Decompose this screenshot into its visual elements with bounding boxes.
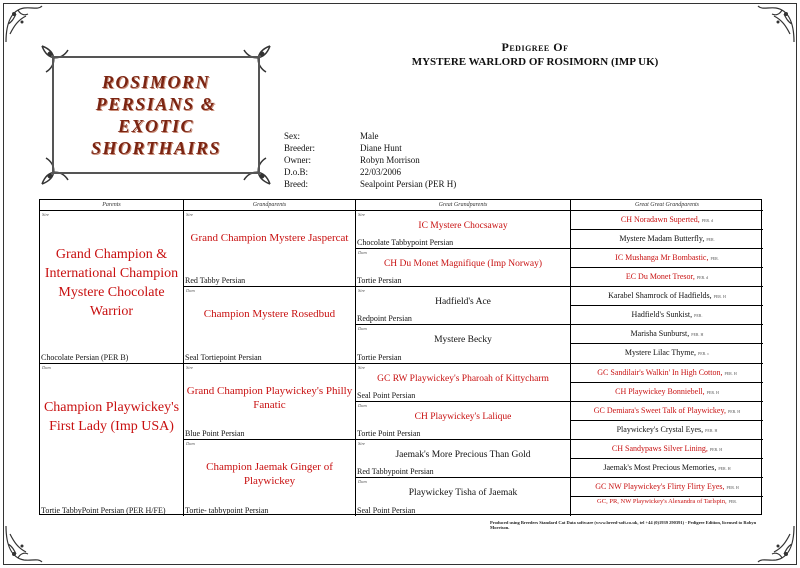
cat-name: CH Playwickey Bonniebell,	[615, 386, 705, 396]
cat-name: Playwickey Tisha of Jaemak	[408, 487, 518, 498]
info-label: Breeder:	[284, 143, 315, 153]
sex-tag: Sire	[358, 440, 366, 446]
pedigree-cell	[356, 211, 570, 249]
cattery-logo	[38, 42, 274, 188]
column-header: Great Great Grandparents	[571, 200, 763, 211]
cat-name: Karabel Shamrock of Hadfields,	[608, 291, 712, 301]
info-value: Robyn Morrison	[360, 155, 420, 165]
cat-name: Champion Mystere Rosedbud	[203, 308, 336, 321]
cat-name: Hadfield's Ace	[435, 297, 491, 308]
breed-text: Seal Point Persian	[357, 390, 416, 400]
breed-code: PER. H	[726, 484, 739, 490]
cat-name: CH Sandypaws Silver Lining,	[611, 443, 708, 453]
cat-name: GC NW Playwickey's Flirty Flirty Eyes,	[595, 481, 725, 491]
corner-ornament-icon	[4, 4, 44, 44]
info-value: Male	[360, 131, 379, 141]
cat-name: GC Sandilair's Walkin' In High Cotton,	[597, 367, 723, 377]
software-footer: Produced using Breeders Standard Cat Data software (www.breed-soft.co.uk, tel +44 (0)1939 290391) - Pedigree Edition, licensed to Robyn Morrison.	[490, 520, 757, 530]
info-label: Sex:	[284, 131, 301, 141]
column-header: Parents	[40, 200, 183, 211]
breed-text: Tortie TabbyPoint Persian (PER H/FE)	[41, 506, 166, 515]
logo-inner-frame	[52, 56, 260, 174]
logo-line: SHORTHAIRS	[90, 138, 222, 158]
great-great-grandparent-row	[571, 325, 763, 344]
cat-name: Grand Champion Playwickey's Philly Fanatic	[186, 384, 353, 411]
cat-name-title: MYSTERE WARLORD OF ROSIMORN (IMP UK)	[411, 56, 659, 68]
logo-line: PERSIANS &	[95, 94, 217, 114]
cat-name: GC RW Playwickey's Pharoah of Kittycharm	[377, 373, 549, 384]
great-great-grandparent-row	[571, 344, 763, 363]
pedigree-cell	[356, 364, 570, 402]
great-great-grandparent-row	[571, 497, 763, 516]
sex-tag: Sire	[358, 212, 366, 217]
great-great-grandparent-row	[571, 268, 763, 287]
cat-name: CH Du Monet Magnifique (Imp Norway)	[383, 259, 543, 270]
breed-text: Chocolate Persian (PER B)	[41, 352, 129, 362]
great-great-grandparent-row	[571, 459, 763, 478]
parents-column	[40, 200, 184, 516]
info-row	[284, 178, 456, 190]
sex-tag: Dam	[186, 440, 195, 446]
info-row	[284, 130, 456, 142]
info-label: Breed:	[284, 179, 308, 189]
breed-text: Chocolate Tabbypoint Persian	[357, 238, 454, 248]
breed-code: PER.	[710, 256, 719, 262]
info-row	[284, 142, 456, 154]
cat-name: CH Playwickey's Lalique	[414, 411, 512, 422]
logo-line: ROSIMORN	[101, 72, 210, 92]
cat-name: Champion Playwickey's First Lady (Imp USA)	[43, 399, 180, 434]
cat-name: Jaemak's More Precious Than Gold	[395, 449, 531, 460]
column-header: Great Grandparents	[356, 200, 570, 211]
info-label: D.o.B:	[284, 167, 309, 177]
cat-name: GC, PR, NW Playwickey's Alexandra of Tarlspin,	[597, 497, 727, 505]
pedigree-cell	[40, 364, 183, 517]
breed-code: PER. H	[691, 332, 704, 338]
column-header: Grandparents	[184, 200, 355, 211]
cat-name: Playwickey's Crystal Eyes,	[616, 424, 704, 434]
cat-name: Grand Champion Mystere Jaspercat	[190, 232, 349, 244]
pedigree-cell	[40, 211, 183, 364]
pedigree-cell	[356, 402, 570, 440]
cat-name: Mystere Madam Butterfly,	[619, 234, 705, 244]
breed-code: PER.	[706, 237, 715, 243]
great-great-grandparent-row	[571, 383, 763, 402]
pedigree-cell	[184, 211, 355, 287]
info-value: Sealpoint Persian (PER H)	[360, 179, 457, 189]
breed-code: PER. H	[709, 446, 723, 452]
sex-tag: Dam	[358, 326, 367, 332]
info-value: Diane Hunt	[360, 143, 402, 153]
breed-text: Red Tabbypoint Persian	[357, 466, 434, 476]
pedigree-cell	[356, 440, 570, 478]
pedigree-title	[300, 40, 770, 68]
great-great-grandparent-row	[571, 287, 763, 306]
cat-name: CH Noradawn Superted,	[620, 215, 700, 224]
cat-name: IC Mushanga Mr Bombastic,	[615, 253, 709, 263]
corner-ornament-icon	[756, 4, 796, 44]
great-great-grandparent-row	[571, 402, 763, 421]
cat-name: Jaemak's Most Precious Memories,	[603, 462, 717, 472]
breed-code: PER. d	[701, 218, 714, 223]
breed-code: PER. d	[696, 275, 709, 281]
pedigree-cell	[184, 287, 355, 363]
logo-text	[91, 71, 221, 159]
cat-name: Hadfield's Sunkist,	[631, 310, 693, 320]
sex-tag: Sire	[42, 212, 50, 217]
breed-text: Blue Point Persian	[185, 428, 245, 438]
great-great-grandparent-row	[571, 211, 763, 230]
breed-text: Redpoint Persian	[357, 314, 412, 324]
pedigree-cell	[356, 325, 570, 363]
great-great-grandparent-row	[571, 306, 763, 325]
breed-code: PER. H	[705, 427, 718, 433]
pedigree-cell	[184, 364, 355, 440]
pedigree-table	[39, 199, 762, 515]
breed-code: PER. H	[727, 408, 741, 414]
sex-tag: Sire	[358, 364, 366, 370]
breed-text: Tortie- tabbypoint Persian	[185, 506, 269, 515]
cat-name: Grand Champion & International Champion Mystere Chocolate Warrior	[44, 247, 179, 319]
cat-name: IC Mystere Chocsaway	[418, 221, 508, 231]
great-great-grandparent-row	[571, 230, 763, 249]
breed-text: Red Tabby Persian	[185, 276, 246, 286]
great-great-grandparent-row	[571, 440, 763, 459]
breed-text: Tortie Persian	[357, 276, 402, 286]
info-row	[284, 166, 456, 178]
cat-name: Champion Jaemak Ginger of Playwickey	[206, 460, 333, 487]
breed-text: Tortie Point Persian	[357, 428, 421, 438]
great-grandparents-column	[356, 200, 571, 516]
title-label: Pedigree Of	[501, 40, 569, 54]
sex-tag: Sire	[186, 212, 194, 217]
grandparents-column	[184, 200, 356, 516]
breed-text: Seal Tortiepoint Persian	[185, 352, 262, 362]
sex-tag: Dam	[186, 288, 195, 294]
breed-text: Seal Point Persian	[357, 506, 416, 515]
breed-code: PER. c	[698, 351, 710, 357]
pedigree-cell	[356, 478, 570, 516]
cat-name: Mystere Lilac Thyme,	[624, 348, 697, 358]
breed-code: PER. H	[713, 294, 726, 300]
sex-tag: Dam	[358, 402, 367, 408]
info-value: 22/03/2006	[360, 167, 402, 177]
great-great-grandparent-row	[571, 249, 763, 268]
great-great-grandparents-column	[571, 200, 763, 516]
breed-code: PER.	[728, 498, 737, 504]
corner-ornament-icon	[4, 524, 44, 564]
cat-name: Mystere Becky	[434, 335, 492, 346]
info-row	[284, 154, 456, 166]
breed-code: PER. H	[718, 465, 731, 471]
cat-name: Marisha Sunburst,	[630, 329, 690, 339]
pedigree-cell	[184, 440, 355, 516]
breed-code: PER.	[694, 313, 703, 319]
breed-text: Tortie Persian	[357, 352, 402, 362]
great-great-grandparent-row	[571, 478, 763, 497]
cat-name: GC Demiara's Sweet Talk of Playwickey,	[593, 405, 726, 415]
pedigree-cell	[356, 249, 570, 287]
great-great-grandparent-row	[571, 421, 763, 440]
sex-tag: Sire	[186, 364, 194, 370]
great-great-grandparent-row	[571, 364, 763, 383]
logo-line: EXOTIC	[117, 116, 194, 136]
sex-tag: Sire	[358, 288, 366, 294]
cat-name: EC Du Monet Tresor,	[625, 272, 695, 282]
corner-ornament-icon	[756, 524, 796, 564]
cat-info	[284, 130, 456, 190]
breed-code: PER. H	[724, 370, 737, 376]
sex-tag: Dam	[358, 250, 367, 256]
info-label: Owner:	[284, 155, 311, 165]
breed-code: PER. H	[706, 389, 719, 395]
sex-tag: Dam	[42, 364, 51, 370]
pedigree-cell	[356, 287, 570, 325]
sex-tag: Dam	[358, 478, 367, 484]
